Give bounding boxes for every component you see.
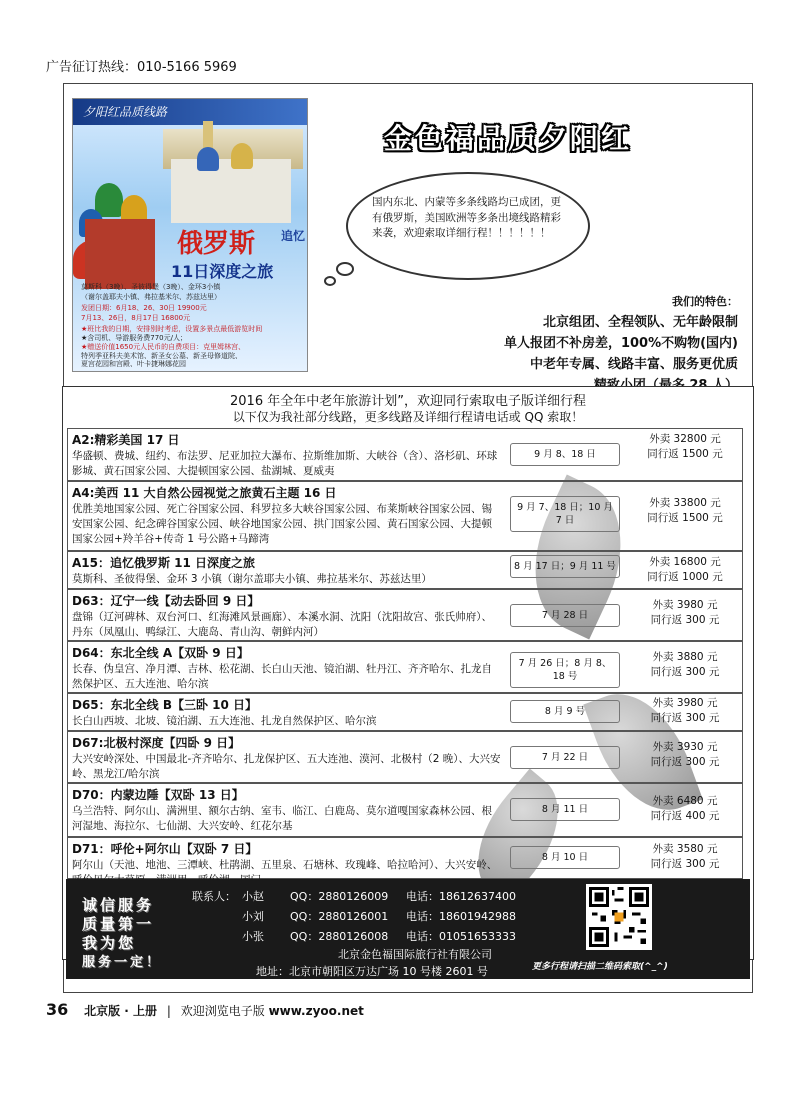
contact-qq: QQ：2880126009 (290, 890, 389, 903)
poster-subhead: 11日深度之旅 (171, 262, 274, 281)
price-peer: 同行返 1500 元 (647, 448, 723, 460)
contact-name: 小刘 (242, 910, 264, 923)
ad-hotline: 广告征订热线：010-5166 5969 (46, 60, 237, 75)
route-name: D65：东北全线 B【三卧 10 日】 (72, 698, 258, 712)
edition-label: 北京版 · 上册 (84, 1004, 158, 1018)
route-date: 8 月 10 日 (510, 846, 620, 869)
plan-heading: 2016 年全年中老年旅游计划”，欢迎同行索取电子版详细行程 (230, 394, 586, 409)
route-name: D63：辽宁一线【动去卧回 9 日】 (72, 594, 260, 608)
poster-line: 夏宫花园和宫殿、叶卡捷琳娜花园 (81, 360, 186, 368)
company-name: 北京金色福国际旅行社有限公司 (338, 948, 492, 961)
route-price (633, 496, 737, 526)
poster-line: （谢尔盖耶夫小镇、弗拉基米尔、苏兹达里） (81, 293, 221, 301)
route-plan (62, 386, 754, 960)
slogan-line: 我为您 (82, 934, 137, 952)
contact-qq: QQ：2880126008 (290, 930, 389, 943)
website-link[interactable]: www.zyoo.net (268, 1004, 364, 1018)
route-date: 7 月 28 日 (510, 604, 620, 627)
poster-headline-tag: 追忆 (281, 229, 306, 243)
price-peer: 同行返 300 元 (650, 756, 720, 768)
poster-line: ★班比我的日期，安排别时考虑，设置多景点最低游览时间 (81, 325, 263, 333)
slogan (82, 896, 162, 972)
route-date: 8 月 9 号 (510, 700, 620, 723)
route-price (633, 696, 737, 726)
price-peer: 同行返 1500 元 (647, 512, 723, 524)
route-name: D71：呼伦+阿尔山【双卧 7 日】 (72, 842, 258, 856)
route-name: A4:美西 11 大自然公园视觉之旅黄石主题 16 日 (72, 486, 337, 500)
contact-panel (66, 879, 750, 979)
features-heading: 我们的特色： (672, 295, 738, 308)
route-price (633, 598, 737, 628)
route-date: 9 月 8、18 日 (510, 443, 620, 466)
russia-poster (72, 98, 308, 372)
route-desc: 盘锦（辽河碑林、双台河口、红海滩风景画廊）、本溪水洞、沈阳（沈阳故宫、张氏帅府）、丹东（凤凰山、鸭绿江、大鹿岛、青山沟、朝鲜内河） (72, 611, 492, 638)
slogan-line: 质量第一 (82, 915, 155, 933)
slogan-line: 诚信服务 (82, 896, 155, 914)
contact-phone: 电话：01051653333 (406, 930, 516, 943)
poster-line: 发团日期：6月18、26、30日 19900元 (81, 304, 207, 312)
price-peer: 同行返 300 元 (650, 858, 720, 870)
route-row (67, 551, 743, 589)
poster-banner: 夕阳红品质线路 (73, 99, 307, 125)
poster-line: 7月13、26日，8月17日 16800元 (81, 314, 191, 322)
cloud-tail-dot (324, 276, 336, 286)
route-name: D67:北极村深度【四卧 9 日】 (72, 736, 241, 750)
price-out: 外卖 33800 元 (649, 497, 721, 509)
route-row (67, 428, 743, 481)
price-out: 外卖 3980 元 (652, 599, 718, 611)
route-date: 8 月 11 日 (510, 798, 620, 821)
price-out: 外卖 3930 元 (652, 741, 718, 753)
route-price (633, 555, 737, 585)
route-desc: 莫斯科、圣彼得堡、金环 3 小镇（谢尔盖耶夫小镇、弗拉基米尔、苏兹达里） (72, 573, 432, 585)
route-desc: 长春、伪皇宫、净月潭、吉林、松花湖、长白山天池、镜泊湖、牡丹江、齐齐哈尔、扎龙自然保护区、五大连池、哈尔滨 (72, 663, 492, 690)
poster-headline: 俄罗斯 (177, 229, 256, 259)
qr-code-icon[interactable] (586, 884, 652, 950)
price-peer: 同行返 300 元 (650, 666, 720, 678)
feature-item: 北京组团、全程领队、无年龄限制 (542, 315, 738, 330)
contact-label: 联系人： (192, 890, 236, 903)
route-desc: 华盛顿、费城、纽约、布法罗、尼亚加拉大瀑布、拉斯维加斯、大峡谷（含）、洛杉矶、环球影城、黄石国家公园、大提顿国家公园、盐湖城、夏威夷 (72, 450, 498, 477)
price-peer: 同行返 300 元 (650, 614, 720, 626)
contact-qq: QQ：2880126001 (290, 910, 389, 923)
route-row (67, 693, 743, 731)
contact-phone: 电话：18601942988 (406, 910, 516, 923)
route-date: 7 月 26 日；8 月 8、18 号 (510, 652, 620, 688)
route-price (633, 842, 737, 872)
qr-note: 更多行程请扫描二维码索取(^_^) (532, 962, 668, 972)
route-desc: 长白山西坡、北坡、镜泊湖、五大连池、扎龙自然保护区、哈尔滨 (72, 715, 377, 727)
footer (46, 1000, 364, 1019)
route-price (633, 650, 737, 680)
route-price (633, 794, 737, 824)
route-row (67, 641, 743, 693)
route-name: A15：追忆俄罗斯 11 日深度之旅 (72, 556, 256, 570)
route-desc: 优胜美地国家公园、死亡谷国家公园、科罗拉多大峡谷国家公园、布莱斯峡谷国家公园、锡安国家公园、纪念碑谷国家公园、峡谷地国家公园、拱门国家公园、黄石国家公园、大提顿国家公园+羚羊谷+传奇 1 号公路+马蹄湾 (72, 503, 492, 545)
route-row (67, 783, 743, 837)
route-name: D64：东北全线 A【双卧 9 日】 (72, 646, 249, 660)
poster-line: ★赠送价值1650元人民币的自费项目：克里姆林宫、 (81, 343, 246, 351)
route-date: 8 月 17 日；9 月 11 号 (510, 555, 620, 578)
route-desc: 大兴安岭深处、中国最北-齐齐哈尔、扎龙保护区、五大连池、漠河、北极村（2 晚）、大兴安岭、黑龙江/哈尔滨 (72, 753, 501, 780)
page-number: 36 (46, 1000, 69, 1019)
slogan-line: 服务一定！ (82, 955, 163, 970)
footer-text: 欢迎浏览电子版 (180, 1004, 265, 1018)
route-price (633, 740, 737, 770)
route-date: 9 月 7、18 日；10 月 7 日 (510, 496, 620, 532)
price-out: 外卖 16800 元 (649, 556, 721, 568)
route-desc: 乌兰浩特、阿尔山、满洲里、额尔古纳、室韦、临江、白鹿岛、莫尔道嘎国家森林公园、根河湿地、海拉尔、七仙湖、大兴安岭、红花尔基 (72, 805, 492, 832)
feature-item: 中老年专属、线路丰富、服务更优质 (529, 357, 738, 372)
price-peer: 同行返 300 元 (650, 712, 720, 724)
poster-line: 莫斯科（3晚）、圣彼得堡（3晚）、金环3小镇 (81, 283, 221, 291)
price-out: 外卖 3880 元 (652, 651, 718, 663)
price-out: 外卖 3980 元 (652, 697, 718, 709)
contact-name: 小赵 (242, 890, 264, 903)
price-out: 外卖 6480 元 (652, 795, 718, 807)
cloud-text: 国内东北、内蒙等多条线路均已成团，更有俄罗斯，美国欧洲等多条出境线路精彩来袭，欢迎索取详细行程！！！！！！ (372, 196, 561, 240)
route-row (67, 731, 743, 783)
contact-name: 小张 (242, 930, 264, 943)
route-row (67, 589, 743, 641)
poster-line: 特列季亚科夫美术馆、新圣女公墓、新圣母修道院、 (81, 352, 242, 360)
company-address: 地址：北京市朝阳区万达广场 10 号楼 2601 号 (256, 965, 488, 978)
route-desc: 阿尔山（天池、地池、三潭峡、杜鹃湖、五里泉、石塘林、玫瑰峰、哈拉哈河）、大兴安岭、 (72, 859, 498, 871)
plan-subheading: 以下仅为我社部分线路，更多线路及详细行程请电话或 QQ 索取！ (232, 410, 584, 424)
contact-phone: 电话：18612637400 (406, 890, 516, 903)
price-peer: 同行返 400 元 (650, 810, 720, 822)
route-row (67, 481, 743, 551)
poster-line: ★含司机、导游服务费770元/人； (81, 334, 187, 342)
feature-item: 单人报团不补房差，100%不购物(国内) (503, 336, 738, 351)
price-out: 外卖 32800 元 (649, 433, 721, 445)
route-price (633, 432, 737, 462)
price-out: 外卖 3580 元 (652, 843, 718, 855)
cloud-tail-dot (336, 262, 354, 276)
route-name: A2:精彩美国 17 日 (72, 433, 180, 447)
page-title: 金色福品质夕阳红 (384, 122, 633, 155)
features-list (504, 291, 738, 396)
price-peer: 同行返 1000 元 (647, 571, 723, 583)
route-name: D70：内蒙边陲【双卧 13 日】 (72, 788, 244, 802)
route-row (67, 837, 743, 879)
footer-separator: | (166, 1004, 171, 1018)
route-date: 7 月 22 日 (510, 746, 620, 769)
